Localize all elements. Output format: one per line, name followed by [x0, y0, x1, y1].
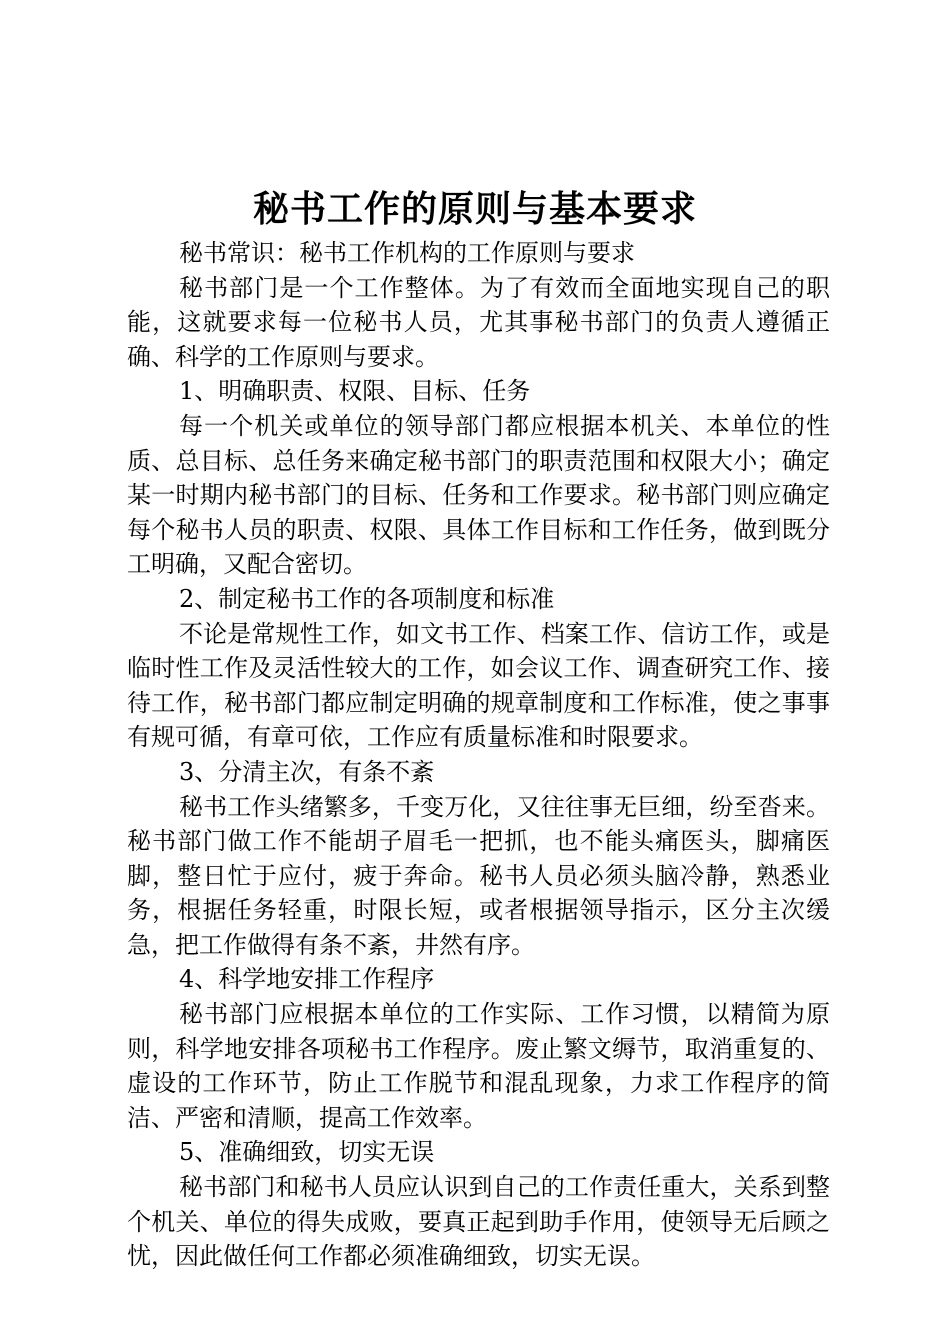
body-paragraph: 秘书部门和秘书人员应认识到自己的工作责任重大，关系到整个机关、单位的得失成败，要真正起到助手作用，使领导无后顾之忧，因此做任何工作都必须准确细致，切实无误。	[127, 1173, 830, 1271]
document-title: 秘书工作的原则与基本要求	[252, 188, 697, 230]
body-paragraph: 秘书工作头绪繁多，千变万化，又往往事无巨细，纷至沓来。秘书部门做工作不能胡子眉毛一把抓，也不能头痛医头，脚痛医脚，整日忙于应付，疲于奔命。秘书人员必须头脑冷静，熟悉业务，根据任务轻重，时限长短，或者根据领导指示，区分主次缓急，把工作做得有条不紊，井然有序。	[127, 792, 830, 959]
section-heading: 5、准确细致，切实无误	[179, 1138, 435, 1167]
body-paragraph: 秘书部门应根据本单位的工作实际、工作习惯，以精简为原则，科学地安排各项秘书工作程序。废止繁文缛节，取消重复的、虚设的工作环节，防止工作脱节和混乱现象，力求工作程序的简洁、严密和清顺，提高工作效率。	[127, 1000, 830, 1132]
section-heading: 3、分清主次，有条不紊	[179, 757, 435, 786]
section-heading: 1、明确职责、权限、目标、任务	[179, 377, 531, 406]
body-paragraph: 秘书部门是一个工作整体。为了有效而全面地实现自己的职能，这就要求每一位秘书人员，尤其事秘书部门的负责人遵循正确、科学的工作原则与要求。	[127, 273, 830, 371]
section-heading: 2、制定秘书工作的各项制度和标准	[179, 584, 555, 613]
document-subtitle: 秘书常识：秘书工作机构的工作原则与要求	[179, 239, 635, 267]
document-body	[127, 236, 830, 1274]
body-paragraph: 不论是常规性工作，如文书工作、档案工作、信访工作，或是临时性工作及灵活性较大的工作，如会议工作、调查研究工作、接待工作，秘书部门都应制定明确的规章制度和工作标准，使之事事有规可循，有章可依，工作应有质量标准和时限要求。	[127, 619, 830, 752]
section-heading: 4、科学地安排工作程序	[179, 965, 435, 994]
body-paragraph: 每一个机关或单位的领导部门都应根据本机关、本单位的性质、总目标、总任务来确定秘书部门的职责范围和权限大小；确定某一时期内秘书部门的目标、任务和工作要求。秘书部门则应确定每个秘书人员的职责、权限、具体工作目标和工作任务，做到既分工明确，又配合密切。	[127, 411, 830, 579]
